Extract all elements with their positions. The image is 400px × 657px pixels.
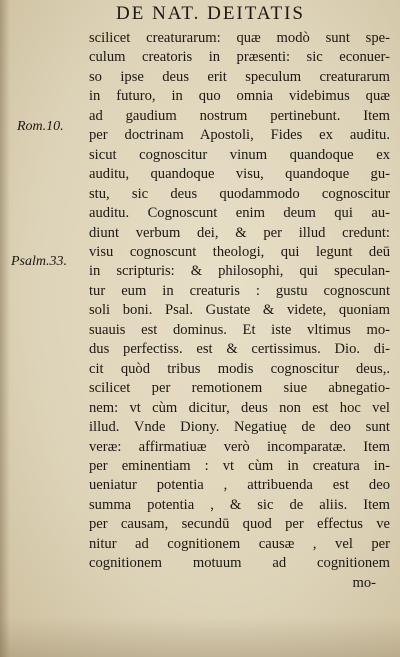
text-line: summa potentia , & sic de aliis. Item — [89, 496, 390, 513]
text-line: per causam, secundū quod per effectus ve — [89, 516, 390, 533]
text-line: in futuro, in quo omnia videbimus quæ — [89, 88, 390, 105]
text-line: nem: vt cùm dicitur, deus non est hoc vel — [89, 399, 390, 416]
text-line: cognitionem motuum ad cognitionem — [89, 555, 390, 572]
text-line: scilicet per remotionem siue abnegatio- — [89, 380, 390, 397]
text-line: culum creatoris in præsenti: sic econuer- — [89, 49, 390, 66]
text-line: visu cognoscunt theologi, qui legunt deū — [89, 243, 390, 260]
text-line: auditu, quandoque visu, quandoque gu- — [89, 166, 390, 183]
text-line: veræ: affirmatiuæ verò incomparatæ. Item — [89, 438, 390, 455]
text-line: dus perfectiss. est & certissimus. Dio. di- — [89, 341, 390, 358]
text-line: nitur ad cognitionem causæ , vel per — [89, 535, 390, 552]
text-line: so ipse deus erit speculum creaturarum — [89, 68, 390, 85]
text-line: per doctrinam Apostoli, Fides ex auditu. — [89, 127, 390, 144]
text-line: suauis est dominus. Et iste vltimus mo- — [89, 321, 390, 338]
text-line: per eminentiam : vt cùm in creatura in- — [89, 457, 390, 474]
text-line: diunt verbum dei, & per illud credunt: — [89, 224, 390, 241]
text-line: ueniatur potentia , attribuenda est deo — [89, 477, 390, 494]
marginal-note-psalm: Psalm.33. — [11, 254, 67, 269]
text-line: illud. Vnde Diony. Negatiuę de deo sunt — [89, 419, 390, 436]
catchword: mo- — [352, 574, 376, 591]
text-line: stu, sic deus quodammodo cognoscitur — [89, 185, 390, 202]
marginal-note-rom: Rom.10. — [17, 119, 64, 134]
text-line: auditu. Cognoscunt enim deum qui au- — [89, 205, 390, 222]
text-line: sicut cognoscitur vinum quandoque ex — [89, 146, 390, 163]
running-title: DE NAT. DEITATIS — [116, 3, 305, 24]
text-line: in scripturis: & philosophi, qui speculan- — [89, 263, 390, 280]
text-line: soli boni. Psal. Gustate & videte, quoniam — [89, 302, 390, 319]
page-bottom-shadow — [0, 617, 400, 657]
text-line: scilicet creaturarum: quæ modò sunt spe- — [89, 30, 390, 46]
text-line: ad gaudium nostrum pertinebunt. Item — [89, 107, 390, 124]
text-line: tur eum in creaturis : gustu cognoscunt — [89, 282, 390, 299]
body-text — [89, 29, 390, 593]
binding-shadow — [0, 0, 10, 657]
text-line: cit quòd tribus modis cognoscitur deus,. — [89, 360, 390, 377]
